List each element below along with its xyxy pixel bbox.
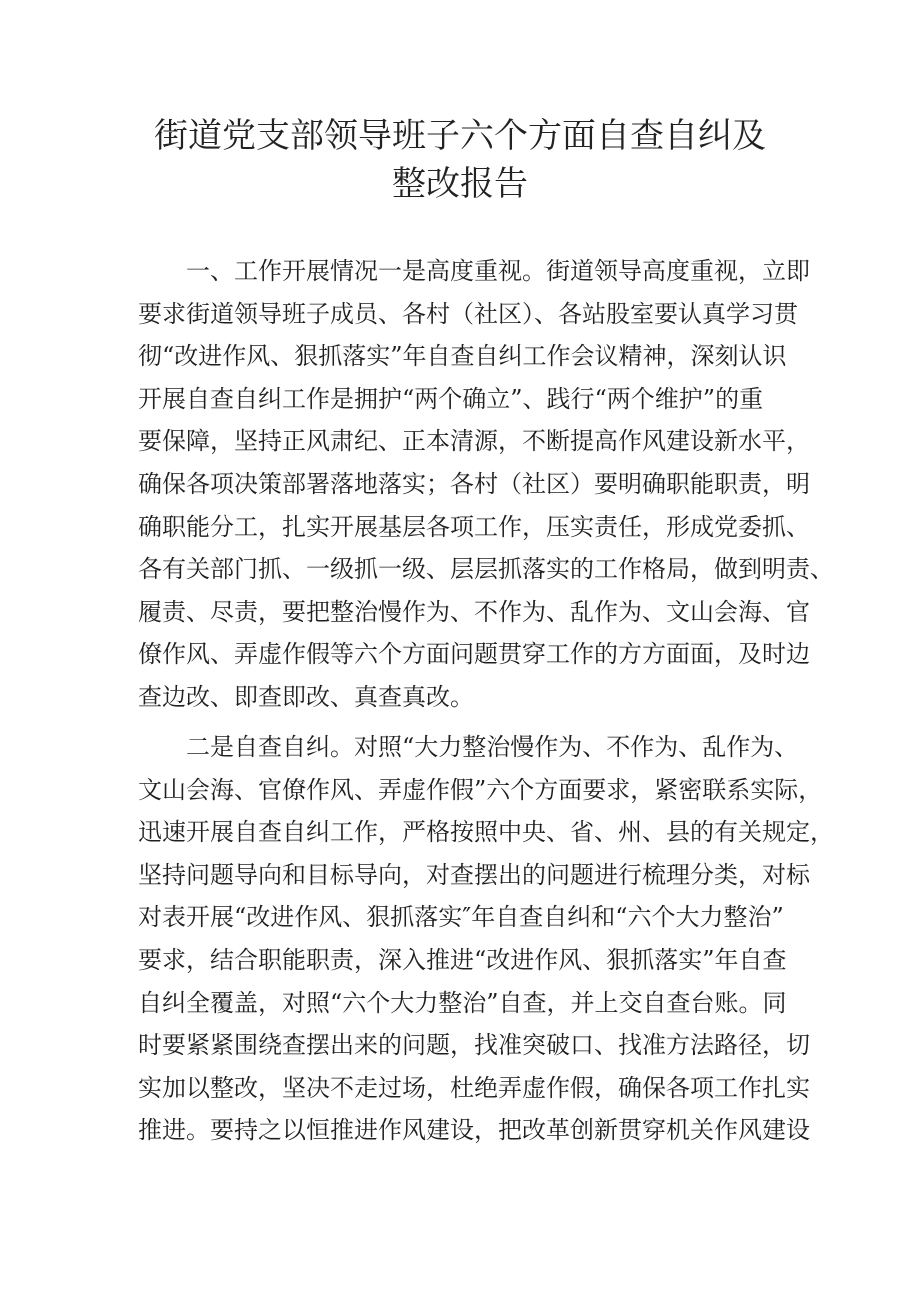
paragraph-line: 自纠全覆盖，对照“六个大力整治”自查，并上交自查台账。同: [138, 988, 787, 1017]
paragraph-line: 对表开展“改进作风、狠抓落实″年自查自纠和“六个大力整治”: [138, 903, 784, 932]
paragraph-line: 履责、尽责，要把整治慢作为、不作为、乱作为、文山会海、官: [138, 597, 810, 626]
paragraph-line: 实加以整改，坚决不走过场，杜绝弄虚作假，确保各项工作扎实: [138, 1073, 810, 1102]
paragraph-line: 要求，结合职能职责，深入推进“改进作风、狠抓落实”年自查: [138, 945, 787, 974]
paragraph-line: 开展自查自纠工作是拥护“两个确立”、践行“两个维护”的重: [138, 384, 764, 413]
paragraph-line: 坚持问题导向和目标导向，对查摆出的问题进行梳理分类，对标: [138, 860, 810, 889]
paragraph-line: 迅速开展自查自纠工作，严格按照中央、省、州、县的有关规定，: [138, 818, 834, 847]
document-title-line-2: 整改报告: [392, 164, 528, 204]
paragraph-line: 彻“改进作风、狠抓落实”年自查自纠工作会议精神，深刻认识: [138, 342, 787, 371]
paragraph-line: 各有关部门抓、一级抓一级、层层抓落实的工作格局，做到明责、: [138, 555, 834, 584]
paragraph-line: 要求街道领导班子成员、各村（社区）、各站股室要认真学习贯: [138, 299, 798, 328]
paragraph-line: 确保各项决策部署落地落实；各村（社区）要明确职能职责，明: [138, 469, 810, 498]
paragraph-work-progress: [138, 250, 834, 719]
paragraph-line: 要保障，坚持正风肃纪、正本清源，不断提高作风建设新水平，: [138, 427, 810, 456]
paragraph-line: 一、工作开展情况一是高度重视。街道领导高度重视，立即: [186, 257, 810, 285]
paragraph-line: 二是自查自纠。对照“大力整治慢作为、不作为、乱作为、: [186, 733, 799, 761]
paragraph-line: 文山会海、官僚作风、弄虚作假”六个方面要求，紧密联系实际，: [138, 775, 823, 804]
paragraph-line: 时要紧紧围绕查摆出来的问题，找准突破口、找准方法路径，切: [138, 1031, 810, 1060]
paragraph-self-inspection: [138, 726, 834, 1152]
paragraph-line: 推进。要持之以恒推进作风建设，把改革创新贯穿机关作风建设: [138, 1116, 810, 1145]
paragraph-line: 确职能分工，扎实开展基层各项工作，压实责任，形成党委抓、: [138, 512, 810, 541]
paragraph-line: 查边改、即查即改、真查真改。: [138, 682, 474, 711]
paragraph-line: 僚作风、弄虚作假等六个方面问题贯穿工作的方方面面，及时边: [138, 640, 810, 669]
document-title-line-1: 街道党支部领导班子六个方面自查自纠及: [154, 116, 766, 156]
